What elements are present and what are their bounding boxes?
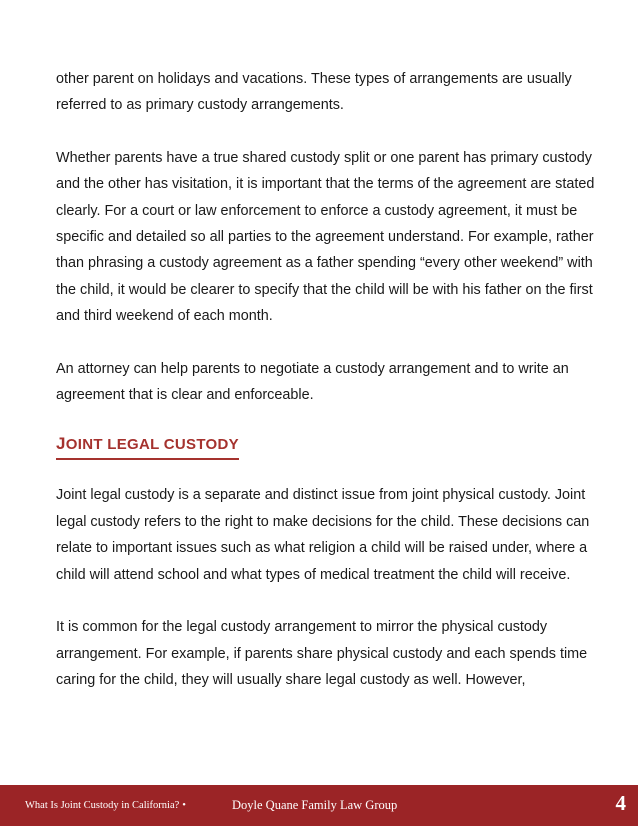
footer-separator: • xyxy=(182,800,186,811)
paragraph-mirror-arrangement: It is common for the legal custody arrangement to mirror the physical custody arrangement. For example, if parents share physical custody and each spends time caring for the child, they will usually share legal custody as well. However, xyxy=(56,619,588,688)
section-heading xyxy=(56,432,601,460)
footer-firm-name: Doyle Quane Family Law Group xyxy=(232,798,398,812)
paragraph-primary-custody: other parent on holidays and vacations. These types of arrangements are usually referred to as primary custody arrangements. xyxy=(56,71,572,114)
page-content xyxy=(56,66,601,693)
footer-document-title xyxy=(25,800,186,811)
paragraph-joint-legal-custody: Joint legal custody is a separate and distinct issue from joint physical custody. Joint legal custody refers to the right to make decisions for the child. These decisions can relate to important issues such as what religion a child will be raised under, where a child will attend school and what types of medical treatment the child will receive. xyxy=(56,487,590,583)
paragraph-attorney-help: An attorney can help parents to negotiate a custody arrangement and to write an agreement that is clear and enforceable. xyxy=(56,360,569,404)
footer-title-text: What Is Joint Custody in California? xyxy=(25,800,180,811)
paragraph-clear-terms: Whether parents have a true shared custody split or one parent has primary custody and the other has visitation, it is important that the terms of the agreement are stated clearly. For a court or law enforcement to enforce a custody agreement, it must be specific and detailed so all parties to the agreement understand. For example, rather than phrasing a custody agreement as a father spending “every other weekend” with the child, it would be clearer to specify that the child will be with his father on the first and third weekend of each month. xyxy=(56,149,595,325)
page-footer xyxy=(0,785,638,826)
page-number: 4 xyxy=(615,791,626,815)
section-heading-text: JOINT LEGAL CUSTODY xyxy=(56,432,239,460)
